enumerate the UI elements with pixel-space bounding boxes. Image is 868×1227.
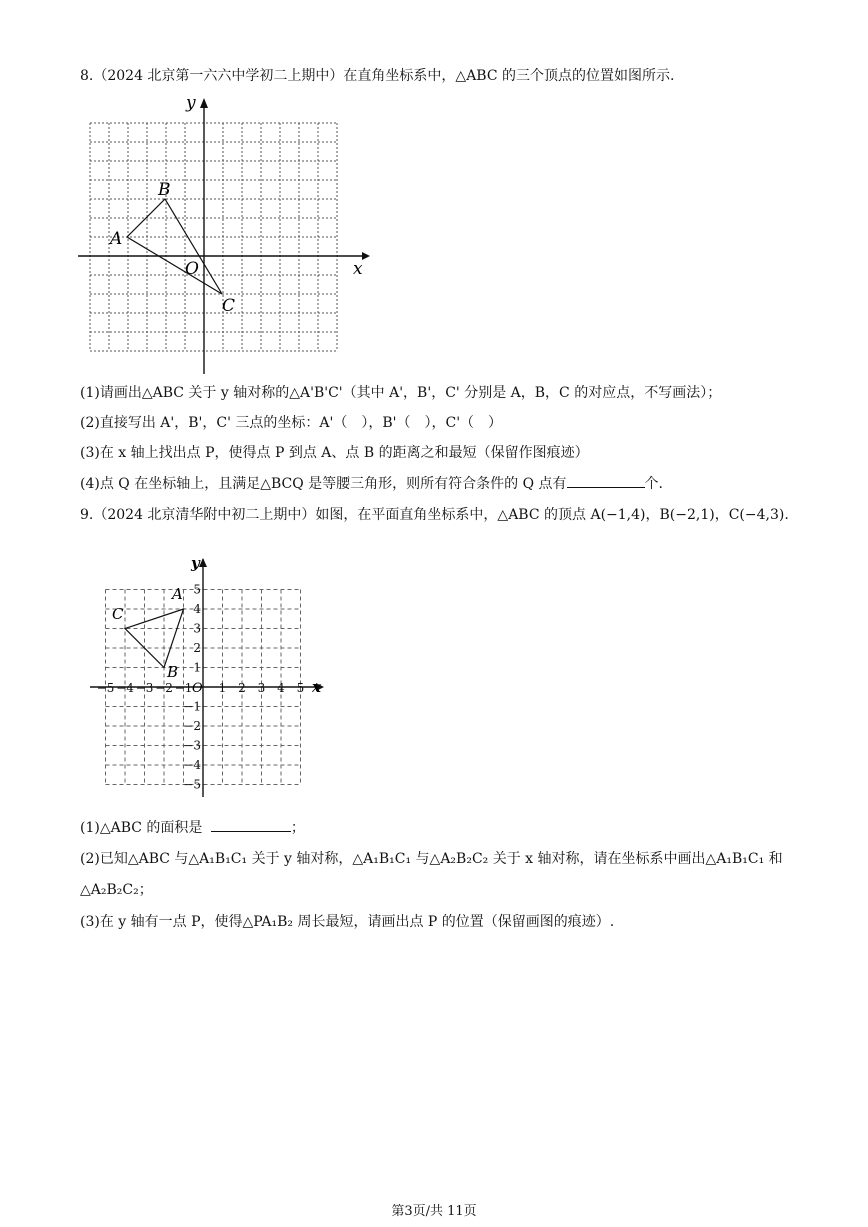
- q8-part2: (2)直接写出 A'，B'，C' 三点的坐标：A'（ ），B'（ ），C'（ ）: [80, 415, 503, 431]
- q9-part3: (3)在 y 轴有一点 P，使得△PA₁B₂ 周长最短，请画出点 P 的位置（保留画图的痕迹）.: [80, 914, 615, 930]
- q9-figure: [88, 555, 328, 800]
- q8-answer-blank[interactable]: [567, 473, 645, 488]
- q9-y-tick-label: 5: [193, 582, 201, 597]
- q9-x-tick-label: −3: [135, 681, 154, 695]
- q9-label-b: B: [167, 663, 179, 681]
- q9-part1: [80, 817, 305, 838]
- q8-figure: [70, 92, 370, 377]
- q9-y-tick-label: −3: [183, 738, 201, 753]
- q8-part4-text: (4)点 Q 在坐标轴上，且满足△BCQ 是等腰三角形，则所有符合条件的 Q 点有: [80, 476, 567, 492]
- q9-part2: (2)已知△ABC 与△A₁B₁C₁ 关于 y 轴对称，△A₁B₁C₁ 与△A₂B₂C₂ 关于 x 轴对称，请在坐标系中画出△A₁B₁C₁ 和: [80, 851, 783, 867]
- q9-part2-cont: △A₂B₂C₂；: [80, 882, 153, 898]
- q9-y-tick-label: 4: [193, 602, 201, 616]
- q8-label-o: O: [185, 259, 199, 279]
- q9-x-tick-label: −2: [155, 681, 173, 695]
- q9-y-tick-label: −5: [183, 777, 201, 792]
- q8-label-x: x: [353, 259, 363, 279]
- q8-label-c: C: [222, 296, 236, 316]
- q9-x-tick-label: 2: [238, 681, 246, 695]
- q9-y-tick-label: 2: [193, 641, 201, 655]
- q9-y-tick-label: 1: [193, 660, 201, 675]
- q8-label-y: y: [186, 93, 196, 113]
- q9-x-tick-label: −1: [174, 681, 193, 695]
- q9-y-arrow: [199, 558, 207, 567]
- q9-label-a: A: [172, 585, 183, 603]
- q8-x-arrow: [362, 252, 370, 260]
- q9-y-tick-label: 3: [193, 621, 201, 636]
- q9-x-tick-label: −4: [116, 681, 134, 695]
- q8-label-b: B: [158, 180, 171, 200]
- q8-label-a: A: [110, 229, 123, 249]
- q9-x-tick-label: 5: [296, 681, 305, 695]
- q9-label-c: C: [112, 605, 124, 623]
- q8-part1: (1)请画出△ABC 关于 y 轴对称的△A'B'C'（其中 A'，B'，C' 分别是 A，B，C 的对应点，不写画法）；: [80, 385, 722, 401]
- q9-label-y: y: [191, 555, 200, 572]
- q9-label-o: O: [192, 681, 203, 696]
- q8-part4-end: 个.: [644, 476, 663, 492]
- q9-x-tick-label: 4: [277, 681, 285, 695]
- q8-part4: [80, 473, 663, 494]
- q8-part3: (3)在 x 轴上找出点 P，使得点 P 到点 A、点 B 的距离之和最短（保留作图痕迹）: [80, 445, 589, 461]
- q9-triangle-abc: [125, 609, 184, 668]
- q9-answer-blank[interactable]: [211, 817, 291, 832]
- q9-y-tick-label: −4: [183, 758, 201, 772]
- q8-y-arrow: [200, 98, 208, 108]
- q9-y-tick-label: −1: [183, 699, 201, 714]
- q8-triangle-abc: [127, 199, 222, 294]
- q9-part1-text: (1)△ABC 的面积是: [80, 820, 203, 836]
- page-footer: 第3页/共 11页: [391, 1204, 477, 1219]
- q9-part1-end: ；: [290, 820, 305, 836]
- q9-x-tick-label: 1: [218, 681, 227, 695]
- q9-stem: 9.（2024 北京清华附中初二上期中）如图，在平面直角坐标系中，△ABC 的顶点 A(−1,4)，B(−2,1)，C(−4,3).: [80, 507, 789, 523]
- q9-x-tick-label: −5: [96, 681, 115, 695]
- q9-x-tick-label: 3: [257, 681, 266, 695]
- q9-label-x: x: [312, 678, 321, 696]
- q8-stem: 8.（2024 北京第一六六中学初二上期中）在直角坐标系中，△ABC 的三个顶点的位置如图所示.: [80, 68, 675, 84]
- q9-y-tick-label: −2: [183, 719, 201, 733]
